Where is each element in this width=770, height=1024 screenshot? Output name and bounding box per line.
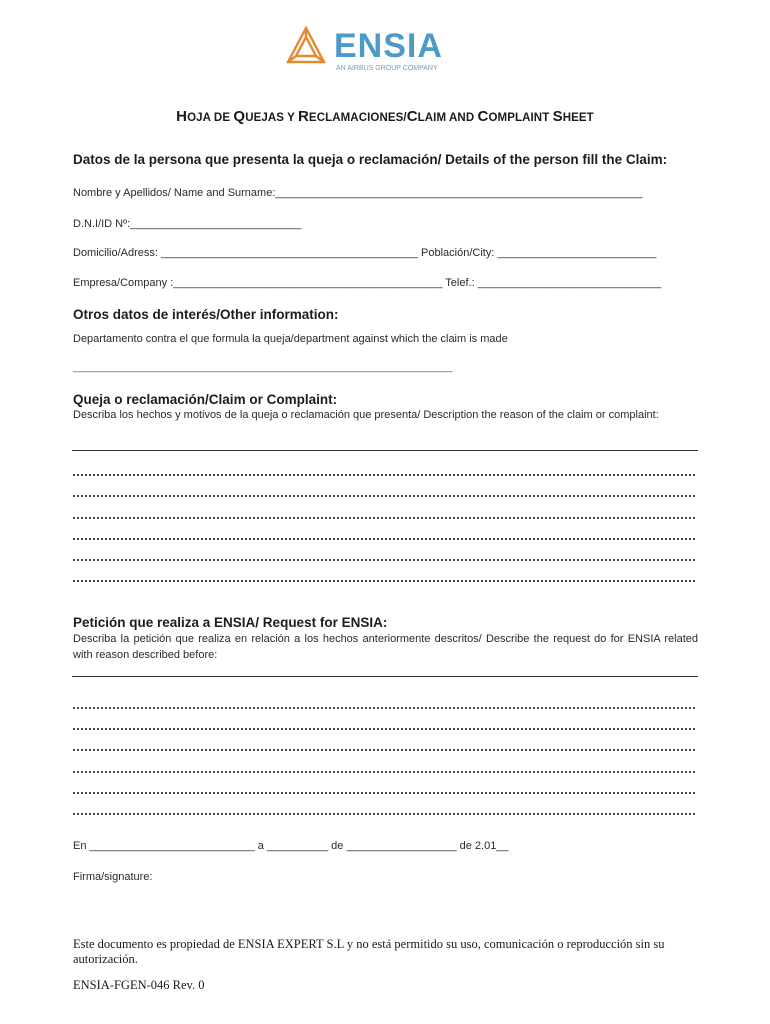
complaint-line[interactable] (73, 538, 695, 540)
request-line[interactable] (73, 707, 695, 709)
request-heading: Petición que realiza a ENSIA/ Request for ENSIA: (73, 615, 388, 630)
address-city-field[interactable]: Domicilio/Adress: __________________________________________ Población/City: __________________________ (73, 247, 657, 259)
request-line[interactable] (73, 813, 695, 815)
complaint-line[interactable] (73, 517, 695, 519)
company-phone-field[interactable]: Empresa/Company :____________________________________________ Telef.: ______________________________ (73, 277, 662, 289)
request-divider (72, 676, 698, 677)
request-line[interactable] (73, 771, 695, 773)
logo-wordmark: ENSIA (334, 27, 443, 65)
department-label: Departamento contra el que formula la queja/department against which the claim is made (73, 333, 508, 345)
request-line[interactable] (73, 749, 695, 751)
ensia-triangle-icon (284, 22, 484, 74)
other-info-heading: Otros datos de interés/Other information: (73, 307, 339, 322)
department-field[interactable]: ______________________________________________________________ (73, 361, 453, 373)
request-description: Describa la petición que realiza en relación a los hechos anteriormente descritos/ Describe the request do for ENSIA related with reason described before: (73, 633, 698, 661)
complaint-line[interactable] (73, 580, 695, 582)
complaint-divider (72, 450, 698, 451)
request-line[interactable] (73, 728, 695, 730)
complaint-heading: Queja o reclamación/Claim or Complaint: (73, 392, 338, 407)
person-details-heading: Datos de la persona que presenta la queja o reclamación/ Details of the person fill the Claim: (73, 152, 668, 167)
complaint-line[interactable] (73, 495, 695, 497)
ensia-logo (284, 22, 484, 74)
place-date-field[interactable]: En ___________________________ a __________ de __________________ de 2.01__ (73, 840, 509, 852)
complaint-line[interactable] (73, 474, 695, 476)
document-code: ENSIA-FGEN-046 Rev. 0 (73, 978, 205, 992)
ownership-notice: Este documento es propiedad de ENSIA EXPERT S.L y no está permitido su uso, comunicación o reproducción sin su autorización. (73, 937, 665, 966)
name-field[interactable]: Nombre y Apellidos/ Name and Surname:____________________________________________________________ (73, 187, 643, 199)
signature-label: Firma/signature: (73, 871, 153, 883)
page-title: HOJA DE QUEJAS Y RECLAMACIONES/CLAIM AND COMPLAINT SHEET (176, 108, 594, 125)
id-field[interactable]: D.N.I/ID Nº:____________________________ (73, 218, 302, 230)
request-line[interactable] (73, 792, 695, 794)
complaint-line[interactable] (73, 559, 695, 561)
logo-subtitle: AN AIRBUS GROUP COMPANY (336, 65, 438, 72)
complaint-description: Describa los hechos y motivos de la queja o reclamación que presenta/ Description the reason of the claim or complaint: (73, 409, 659, 421)
